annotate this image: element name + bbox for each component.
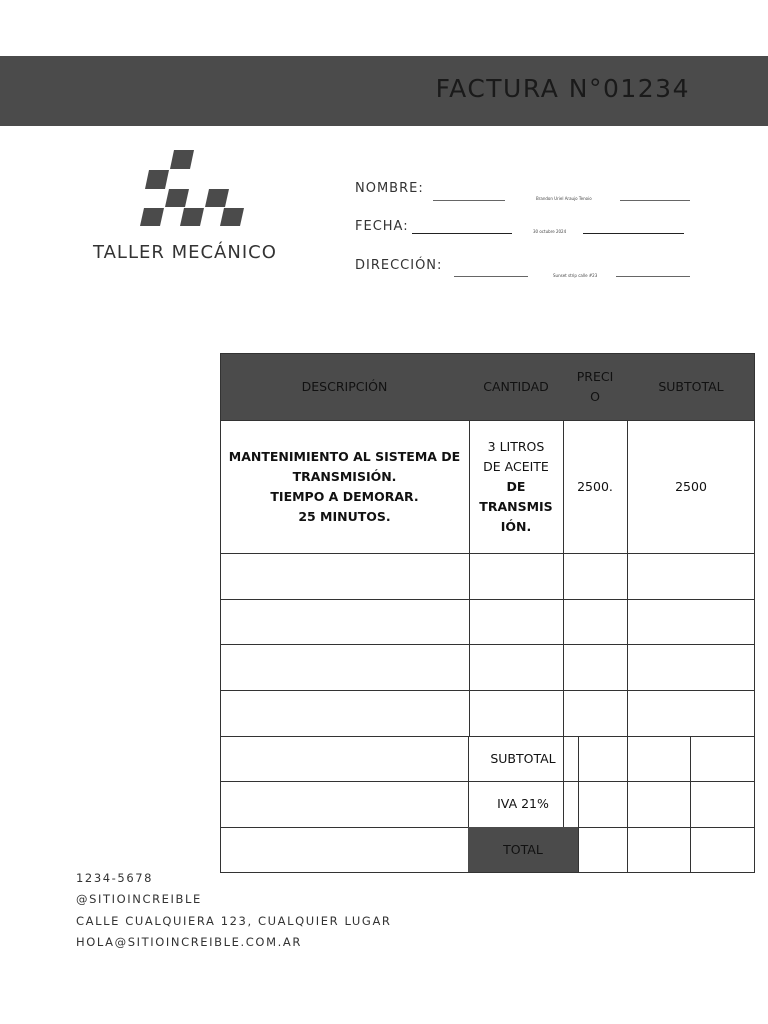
header-price-line-1: PRECI (576, 368, 614, 384)
address-line-1 (454, 276, 528, 277)
name-label: NOMBRE: (355, 181, 424, 196)
item-quantity-line: TRANSMIS (479, 498, 553, 514)
address-value: Sunset strip calle #23 (553, 273, 598, 278)
item-description-line: TIEMPO A DEMORAR. (270, 488, 419, 504)
row-line (220, 644, 755, 645)
item-quantity-line: IÓN. (500, 518, 532, 534)
date-line-1 (412, 233, 512, 234)
header-quantity: CANTIDAD (483, 378, 549, 394)
row-line (220, 599, 755, 600)
summary-col-line (690, 736, 691, 873)
item-quantity-line: DE (506, 478, 526, 494)
item-quantity-line: 3 LITROS (487, 438, 545, 454)
footer-phone: 1234-5678 (76, 871, 154, 885)
item-description (220, 420, 469, 553)
header-description: DESCRIPCIÓN (301, 378, 388, 394)
header-price (563, 353, 627, 420)
item-description-line: TRANSMISIÓN. (292, 468, 397, 484)
name-line-2 (620, 200, 690, 201)
row-line (220, 553, 755, 554)
header-subtotal: SUBTOTAL (658, 378, 724, 394)
name-value: Brandon Uriel Araujo Tenoio (536, 196, 592, 201)
address-line-2 (616, 276, 690, 277)
table-border-bottom (220, 872, 755, 873)
item-price: 2500. (577, 478, 613, 494)
item-description-line: 25 MINUTOS. (298, 508, 391, 524)
subtotal-label: SUBTOTAL (490, 750, 556, 766)
row-line (220, 690, 755, 691)
footer-social: @SITIOINCREIBLE (76, 892, 202, 906)
address-label: DIRECCIÓN: (355, 258, 443, 273)
item-quantity (469, 420, 563, 553)
item-subtotal: 2500 (675, 478, 707, 494)
invoice-table (220, 353, 755, 873)
date-value: 30 octubre 2024 (533, 229, 567, 234)
item-quantity-line: DE ACEITE (483, 458, 549, 474)
invoice-title: FACTURA N°01234 (435, 74, 690, 103)
iva-label: IVA 21% (497, 796, 549, 811)
summary-col-line (578, 736, 579, 873)
footer-email: HOLA@SITIOINCREIBLE.COM.AR (76, 935, 302, 949)
name-line-1 (433, 200, 505, 201)
brand-name: TALLER MECÁNICO (93, 242, 277, 263)
item-description-line: MANTENIMIENTO AL SISTEMA DE (228, 448, 461, 464)
date-line-2 (583, 233, 684, 234)
table-border-top (220, 353, 755, 354)
date-label: FECHA: (355, 219, 409, 234)
checkered-flag-icon (138, 150, 244, 230)
total-label: TOTAL (503, 841, 543, 857)
footer-address: CALLE CUALQUIERA 123, CUALQUIER LUGAR (76, 914, 392, 928)
header-price-line-2: O (590, 388, 600, 404)
